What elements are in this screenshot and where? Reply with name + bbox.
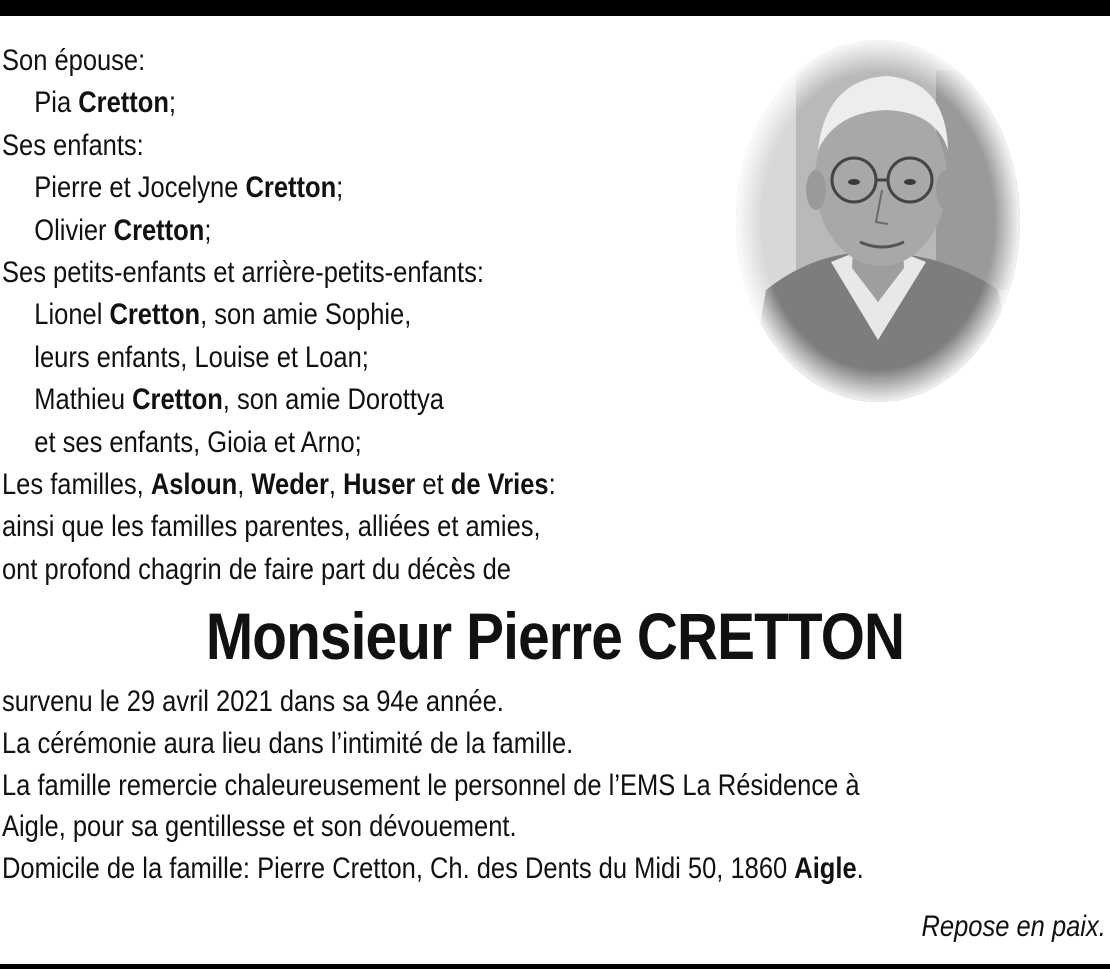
address-end: .	[856, 852, 864, 886]
family-asloun: Asloun	[150, 467, 238, 501]
deceased-name-text: Monsieur Pierre CRETTON	[205, 599, 905, 673]
details-line-4	[2, 806, 1099, 848]
family-weder: Weder	[251, 467, 329, 501]
grandchild-entry-2-children	[2, 422, 623, 464]
address-city: Aigle	[794, 852, 857, 886]
details-line-1	[2, 681, 1099, 723]
child1-sep: ;	[336, 171, 344, 205]
grandchild-entry-1	[2, 294, 623, 336]
children-label	[2, 125, 623, 167]
families-and: et	[415, 467, 451, 501]
child2-first-name: Olivier	[34, 213, 107, 247]
gc1-children-text: leurs enfants, Louise et Loan;	[34, 340, 369, 374]
family-list	[2, 40, 623, 591]
families-comma-2: ,	[328, 467, 344, 501]
gc1-rest: , son amie Sophie,	[200, 298, 412, 332]
child1-first-names: Pierre et Jocelyne	[34, 171, 239, 205]
gc2-rest: , son amie Dorottya	[222, 383, 444, 417]
details-line-5	[2, 848, 1099, 890]
announcement-text: ont profond chagrin de faire part du décès de	[2, 552, 511, 586]
families-line	[2, 464, 623, 506]
spouse-first-name: Pia	[34, 86, 72, 120]
top-rule	[0, 0, 1110, 16]
grandchildren-label	[2, 252, 623, 294]
gc2-children-text: et ses enfants, Gioia et Arno;	[34, 425, 362, 459]
child-entry-2	[2, 210, 623, 252]
spouse-sep: ;	[168, 86, 176, 120]
families-prefix: Les familles,	[2, 467, 151, 501]
closing-phrase	[922, 906, 1106, 948]
gc2-first-name: Mathieu	[34, 383, 126, 417]
child1-surname: Cretton	[245, 171, 337, 205]
grandchild-entry-1-children	[2, 337, 623, 379]
child2-sep: ;	[204, 213, 212, 247]
grandchildren-label-text: Ses petits-enfants et arrière-petits-enfants:	[2, 255, 484, 289]
grandchild-entry-2	[2, 379, 623, 421]
gc2-surname: Cretton	[132, 383, 223, 417]
details-line-2	[2, 723, 1099, 765]
child2-surname: Cretton	[113, 213, 205, 247]
details-line-1-text: survenu le 29 avril 2021 dans sa 94e année.	[2, 685, 504, 718]
gc1-first-name: Lionel	[34, 298, 103, 332]
bottom-rule	[0, 964, 1110, 969]
relatives-text: ainsi que les familles parentes, alliées et amies,	[2, 510, 541, 544]
families-comma-1: ,	[237, 467, 252, 501]
spouse-label	[2, 40, 623, 82]
details-line-4-text: Aigle, pour sa gentillesse et son dévouement.	[2, 810, 517, 844]
details-line-3-text: La famille remercie chaleureusement le personnel de l’EMS La Résidence à	[2, 768, 860, 802]
portrait-photo	[736, 40, 1020, 402]
deceased-name-heading	[0, 596, 1110, 676]
details-line-3	[2, 765, 1099, 807]
children-label-text: Ses enfants:	[2, 128, 144, 162]
relatives-line	[2, 506, 623, 548]
details-paragraph	[2, 681, 1099, 890]
announcement-line	[2, 549, 623, 591]
family-huser: Huser	[343, 467, 416, 501]
spouse-surname: Cretton	[78, 86, 169, 120]
details-line-2-text: La cérémonie aura lieu dans l’intimité de la famille.	[2, 726, 574, 760]
families-colon: :	[548, 467, 556, 501]
address-text: Domicile de la famille: Pierre Cretton, Ch. des Dents du Midi 50, 1860	[2, 852, 795, 886]
spouse-label-text: Son épouse:	[2, 44, 146, 77]
child-entry-1	[2, 167, 623, 209]
gc1-surname: Cretton	[109, 298, 201, 332]
portrait-illustration	[736, 40, 1020, 402]
family-de-vries: de Vries	[450, 467, 549, 501]
spouse-entry	[2, 82, 623, 124]
closing-text: Repose en paix.	[921, 910, 1106, 943]
